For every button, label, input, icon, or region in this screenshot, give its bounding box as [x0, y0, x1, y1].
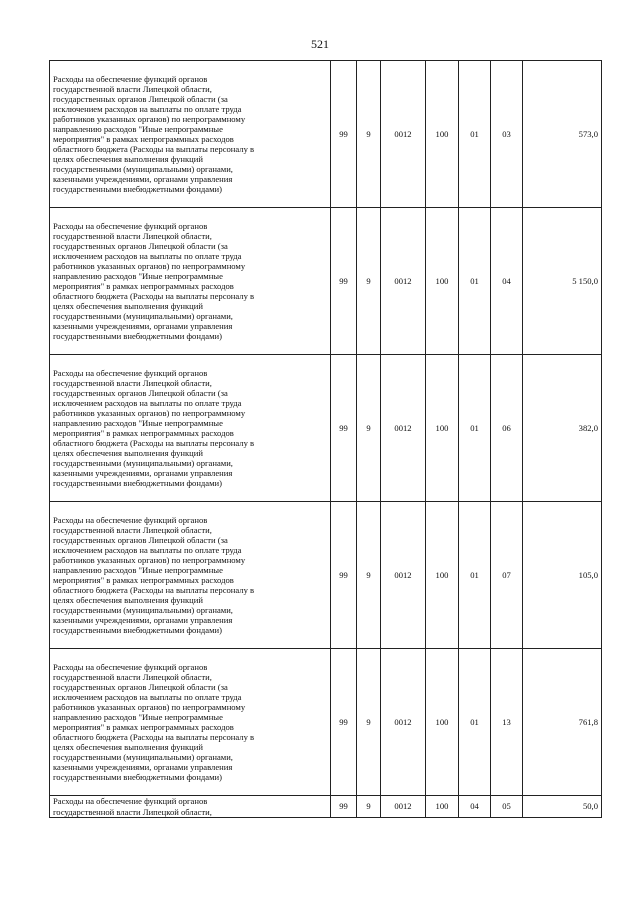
code-section: 9: [357, 355, 381, 502]
description-line: государственной власти Липецкой области,: [53, 806, 212, 817]
table-row: [50, 649, 602, 796]
description-line: направлению расходов "Иные непрограммные: [53, 270, 223, 281]
description-line: исключением расходов на выплаты по оплате труда: [53, 691, 242, 702]
description-line: исключением расходов на выплаты по оплате труда: [53, 544, 242, 555]
description-line: исключением расходов на выплаты по оплате труда: [53, 250, 242, 261]
expense-description: [50, 796, 331, 818]
code-target-article: 0012: [381, 649, 426, 796]
code-expense-type: 100: [426, 649, 459, 796]
code-expense-type: 100: [426, 208, 459, 355]
description-line: мероприятия" в рамках непрограммных расходов: [53, 281, 234, 291]
description-line: мероприятия" в рамках непрограммных расходов: [53, 134, 234, 144]
code-section: 9: [357, 649, 381, 796]
description-line: целях обеспечения выполнения функций: [53, 448, 203, 459]
description-line: государственной власти Липецкой области,: [53, 524, 212, 535]
description-line: целях обеспечения выполнения функций: [53, 742, 203, 753]
description-line: государственной власти Липецкой области,: [53, 671, 212, 682]
description-line: целях обеспечения выполнения функций: [53, 301, 203, 312]
code-ministry: 99: [331, 355, 357, 502]
code-division: 01: [459, 502, 491, 649]
table-row: [50, 208, 602, 355]
description-line: Расходы на обеспечение функций органов: [53, 796, 208, 807]
description-line: казенными учреждениями, органами управления: [53, 321, 233, 332]
description-line: государственными внебюджетными фондами): [53, 478, 223, 489]
code-subdivision: 05: [491, 796, 523, 818]
description-line: направлению расходов "Иные непрограммные: [53, 123, 223, 134]
description-line: Расходы на обеспечение функций органов: [53, 514, 208, 525]
description-line: работников указанных органов) по непрограммному: [53, 701, 246, 712]
code-subdivision: 07: [491, 502, 523, 649]
description-line: государственных органов Липецкой области (за: [53, 240, 228, 251]
code-subdivision: 03: [491, 61, 523, 208]
description-line: областного бюджета (Расходы на выплаты персоналу в: [53, 291, 255, 302]
code-ministry: 99: [331, 61, 357, 208]
description-line: государственной власти Липецкой области,: [53, 83, 212, 94]
code-division: 01: [459, 649, 491, 796]
description-line: государственными (муниципальными) органами,: [53, 164, 233, 175]
description-line: государственными внебюджетными фондами): [53, 331, 223, 342]
code-division: 04: [459, 796, 491, 818]
code-subdivision: 04: [491, 208, 523, 355]
description-line: целях обеспечения выполнения функций: [53, 154, 203, 165]
code-target-article: 0012: [381, 502, 426, 649]
description-line: работников указанных органов) по непрограммному: [53, 113, 246, 124]
description-line: государственных органов Липецкой области (за: [53, 93, 228, 104]
description-line: мероприятия" в рамках непрограммных расходов: [53, 722, 234, 732]
description-line: мероприятия" в рамках непрограммных расходов: [53, 428, 234, 438]
description-line: направлению расходов "Иные непрограммные: [53, 564, 223, 575]
code-section: 9: [357, 502, 381, 649]
description-line: государственной власти Липецкой области,: [53, 230, 212, 241]
amount: 50,0: [523, 796, 602, 818]
amount: 105,0: [523, 502, 602, 649]
description-line: областного бюджета (Расходы на выплаты персоналу в: [53, 144, 255, 155]
table-row: [50, 502, 602, 649]
amount: 382,0: [523, 355, 602, 502]
expense-description: [50, 502, 331, 649]
code-target-article: 0012: [381, 61, 426, 208]
description-line: работников указанных органов) по непрограммному: [53, 260, 246, 271]
code-division: 01: [459, 208, 491, 355]
description-line: направлению расходов "Иные непрограммные: [53, 417, 223, 428]
description-line: государственными (муниципальными) органами,: [53, 458, 233, 469]
description-line: исключением расходов на выплаты по оплате труда: [53, 103, 242, 114]
description-line: целях обеспечения выполнения функций: [53, 595, 203, 606]
expense-description: [50, 208, 331, 355]
description-line: государственными внебюджетными фондами): [53, 772, 223, 783]
description-line: направлению расходов "Иные непрограммные: [53, 711, 223, 722]
code-target-article: 0012: [381, 355, 426, 502]
amount: 5 150,0: [523, 208, 602, 355]
table-body: [50, 61, 602, 818]
description-line: работников указанных органов) по непрограммному: [53, 554, 246, 565]
description-line: государственных органов Липецкой области (за: [53, 387, 228, 398]
code-target-article: 0012: [381, 208, 426, 355]
description-line: казенными учреждениями, органами управления: [53, 762, 233, 773]
description-line: областного бюджета (Расходы на выплаты персоналу в: [53, 732, 255, 743]
page-number: 521: [311, 37, 329, 51]
description-line: Расходы на обеспечение функций органов: [53, 220, 208, 231]
description-line: казенными учреждениями, органами управления: [53, 615, 233, 626]
description-line: казенными учреждениями, органами управления: [53, 174, 233, 185]
code-expense-type: 100: [426, 502, 459, 649]
code-expense-type: 100: [426, 355, 459, 502]
description-line: государственной власти Липецкой области,: [53, 377, 212, 388]
code-target-article: 0012: [381, 796, 426, 818]
code-ministry: 99: [331, 208, 357, 355]
amount: 573,0: [523, 61, 602, 208]
description-line: казенными учреждениями, органами управления: [53, 468, 233, 479]
description-line: Расходы на обеспечение функций органов: [53, 661, 208, 672]
expense-description: [50, 61, 331, 208]
description-line: Расходы на обеспечение функций органов: [53, 73, 208, 84]
description-line: Расходы на обеспечение функций органов: [53, 367, 208, 378]
budget-table: [49, 60, 602, 818]
description-line: исключением расходов на выплаты по оплате труда: [53, 397, 242, 408]
expense-description: [50, 649, 331, 796]
table-row: [50, 796, 602, 818]
code-subdivision: 13: [491, 649, 523, 796]
table-row: [50, 61, 602, 208]
description-line: государственных органов Липецкой области (за: [53, 534, 228, 545]
code-ministry: 99: [331, 649, 357, 796]
table-row: [50, 355, 602, 502]
description-line: областного бюджета (Расходы на выплаты персоналу в: [53, 585, 255, 596]
code-ministry: 99: [331, 796, 357, 818]
expense-description: [50, 355, 331, 502]
description-line: государственными внебюджетными фондами): [53, 184, 223, 195]
description-line: государственными (муниципальными) органами,: [53, 311, 233, 322]
description-line: работников указанных органов) по непрограммному: [53, 407, 246, 418]
code-division: 01: [459, 61, 491, 208]
description-line: государственными (муниципальными) органами,: [53, 752, 233, 763]
code-section: 9: [357, 796, 381, 818]
description-line: государственных органов Липецкой области (за: [53, 681, 228, 692]
code-expense-type: 100: [426, 61, 459, 208]
description-line: областного бюджета (Расходы на выплаты персоналу в: [53, 438, 255, 449]
code-expense-type: 100: [426, 796, 459, 818]
code-ministry: 99: [331, 502, 357, 649]
description-line: государственными (муниципальными) органами,: [53, 605, 233, 616]
code-subdivision: 06: [491, 355, 523, 502]
code-section: 9: [357, 61, 381, 208]
code-section: 9: [357, 208, 381, 355]
amount: 761,8: [523, 649, 602, 796]
code-division: 01: [459, 355, 491, 502]
description-line: государственными внебюджетными фондами): [53, 625, 223, 636]
description-line: мероприятия" в рамках непрограммных расходов: [53, 575, 234, 585]
